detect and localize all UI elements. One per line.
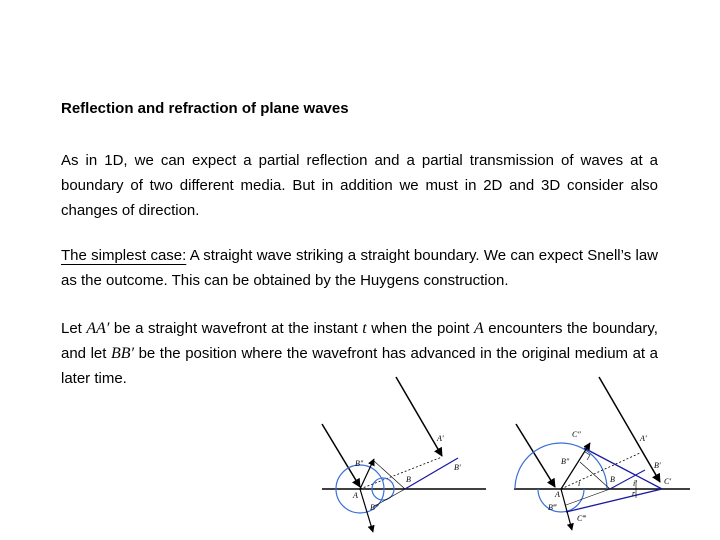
label-b: B <box>406 475 411 484</box>
label-b-triple-prime: B‴ <box>370 503 379 512</box>
incident-ray-b <box>396 377 442 456</box>
math-aa-prime: AA′ <box>86 320 110 337</box>
reflected-wavefront <box>584 448 662 489</box>
math-bb-prime: BB′ <box>110 345 135 362</box>
wavefront-bb-prime <box>610 470 645 489</box>
figure-right <box>514 377 690 530</box>
huygens-circle-reflect <box>515 443 607 489</box>
text-segment: encounters the boundary, and let <box>61 320 658 362</box>
incident-ray-a <box>516 424 555 487</box>
label-b-double-prime: B″ <box>355 459 364 468</box>
huygens-construction-figure <box>300 370 720 540</box>
label-b-prime: B′ <box>654 461 661 470</box>
math-t: t <box>362 320 367 337</box>
label-b: B <box>610 475 615 484</box>
incident-ray-a <box>322 424 360 487</box>
wavefront-bb-prime <box>405 458 458 489</box>
label-a: A <box>353 491 358 500</box>
label-i: i <box>578 479 581 488</box>
label-b-prime: B′ <box>454 463 461 472</box>
simplest-case-label: The simplest case: <box>61 247 187 264</box>
label-c-prime: C′ <box>664 477 672 486</box>
label-i-prime: i′ <box>633 479 637 488</box>
text-segment: be the position where the wavefront has advanced in the original medium at a later time. <box>61 345 658 387</box>
label-r: r <box>632 489 636 498</box>
label-c-triple-prime: C‴ <box>577 514 586 523</box>
text-segment: Let <box>61 320 87 337</box>
label-c-double-prime: C″ <box>572 430 581 439</box>
math-a: A <box>473 320 484 337</box>
label-b-double-prime: B″ <box>561 457 570 466</box>
incident-ray-c <box>599 377 660 482</box>
paragraph-intro: As in 1D, we can expect a partial reflection and a partial transmission of waves at a boundary of two different media. But in addition we must in 2D and 3D consider also changes of direction. <box>61 152 658 219</box>
huygens-circle-refract <box>538 489 584 512</box>
label-a-prime: A′ <box>437 434 444 443</box>
reflected-front <box>374 461 405 489</box>
label-a: A <box>555 490 560 499</box>
text-segment: be a straight wavefront at the instant <box>109 320 363 337</box>
simplest-case-text: A straight wave striking a straight boundary. We can expect Snell’s law as the outcome. This can be obtained by the Huygens construction. <box>61 247 659 289</box>
figure-left <box>322 377 486 532</box>
label-b-triple-prime: B‴ <box>548 503 557 512</box>
label-a-prime: A′ <box>640 434 647 443</box>
paragraph-simplest-case <box>61 243 658 293</box>
text-segment: when the point <box>366 320 474 337</box>
slide-title: Reflection and refraction of plane waves <box>61 100 349 117</box>
